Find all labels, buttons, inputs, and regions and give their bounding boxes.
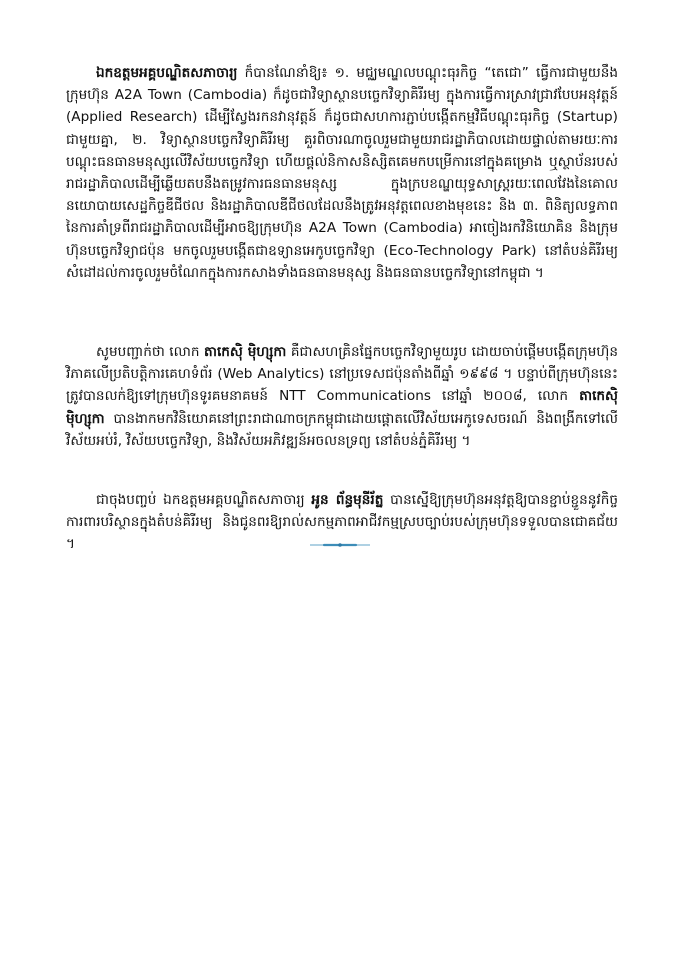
conclusion-intro: ជាចុងបញ្ចប់ ឯកឧត្តមអគ្គបណ្ឌិតសភាចារ្យ: [96, 492, 312, 508]
conclusion-text: បានស្នើឱ្យក្រុមហ៊ុនអនុវត្តឱ្យបានខ្ជាប់ខ្ជួននូវកិច្ចការពារបរិស្ថានក្នុងតំបន់គិរីរម្យ និងជូនពរឱ្យរាល់សកម្មភាពអាជីវកម្មស្របច្បាប់របស់ក្រុមហ៊ុនទទួលបានជោគជ័យ ។: [66, 492, 618, 553]
divider-dot: [338, 543, 342, 547]
paragraph-recommendations: [66, 62, 618, 284]
paragraph-background: [66, 341, 618, 452]
speaker-title: ឯកឧត្តមអគ្គបណ្ឌិតសភាចារ្យ: [96, 65, 238, 81]
person-name: តាកេស៊ិ ម៉ិហ្សុកា: [66, 388, 618, 427]
background-text-2: បានងាកមកវិនិយោគនៅព្រះរាជាណាចក្រកម្ពុជាដោយផ្តោតលើវិស័យអេកូទេសចរណ៍ និងពង្រីកទៅលើវិស័យអប់រំ, វិស័យបច្ចេកវិទ្យា, និងវិស័យអភិវឌ្ឍន៍អចលនទ្រព្យ នៅតំបន់ភ្នំគិរីរម្យ ។: [66, 410, 618, 449]
ornamental-divider: [310, 543, 370, 547]
background-intro: សូមបញ្ជាក់ថា លោក: [96, 344, 205, 360]
official-name: អូន ព័ន្ធមុនីរ័ត្ន: [311, 492, 384, 508]
recommendations-text: ក៏បានណែនាំឱ្យ៖ ១. មជ្ឈមណ្ឌលបណ្តុះធុរកិច្ច “តេជោ” ធ្វើការជាមួយនឹងក្រុមហ៊ុន A2A Town (Cambodia) ក៏ដូចជាវិទ្យាស្ថានបច្ចេកវិទ្យាគិរីរម្យ ក្នុងការធ្វើការស្រាវជ្រាវបែបអនុវត្តន៍ (Applied Research) ដើម្បីស្វែងរកនវានុវត្តន៍ ក៏ដូចជាសហការភ្ជាប់បង្កើតកម្មវិធីបណ្តុះធុរកិច្ច (Startup) ជាមួយគ្នា, ២. វិទ្យាស្ថានបច្ចេកវិទ្យាគិរីរម្យ គួរពិចារណាចូលរួមជាមួយរាជរដ្ឋាភិបាលដោយផ្ទាល់តាមរយៈការបណ្តុះធនធានមនុស្សលើវិស័យបច្ចេកវិទ្យា ហើយផ្តល់និកាសនិស្សិតគេមកបម្រើការនៅក្នុងគម្រោង ឬស្ថាប័នរបស់រាជរដ្ឋាភិបាលដើម្បីឆ្លើយតបនឹងតម្រូវការធនធានមនុស្ស ក្នុងក្របខណ្ឌយុទ្ធសាស្ត្ររយៈពេលវែងនៃគោលនយោបាយសេដ្ឋកិច្ចឌីជីថល និងរដ្ឋាភិបាលឌីជីថលដែលនឹងត្រូវអនុវត្តពេលខាងមុខនេះ និង ៣. ពិនិត្យលទ្ធភាពនៃការគាំទ្រពីរាជរដ្ឋាភិបាលដើម្បីអាចឱ្យក្រុមហ៊ុន A2A Town (Cambodia) អាចៀងរកវិនិយោគិន និងក្រុមហ៊ុនបច្ចេកវិទ្យាជប៉ុន មកចូលរួមបង្កើតជាឧទ្យានអេកូបច្ចេកវិទ្យា (Eco-Technology Park) នៅតំបន់គិរីរម្យ សំដៅដល់ការចូលរួមចំណែកក្នុងការកសាងទាំងធនធានមនុស្ស និងធនធានបច្ចេកវិទ្យានៅកម្ពុជា ។: [66, 65, 618, 281]
person-name: តាកេស៊ិ ម៉ិហ្សុកា: [204, 344, 287, 360]
background-text-1: គឺជាសហគ្រិនផ្នែកបច្ចេកវិទ្យាមួយរូប ដោយចាប់ផ្តើមបង្កើតក្រុមហ៊ុនវិភាគលើប្រតិបត្តិការគេហទំព័រ (Web Analytics) នៅប្រទេសជប៉ុនតាំងពីឆ្នាំ ១៩៩៨ ។ បន្ទាប់ពីក្រុមហ៊ុននេះត្រូវបានលក់ឱ្យទៅក្រុមហ៊ុនទូរគមនាគមន៍ NTT Communications នៅឆ្នាំ ២០០៨, លោក: [66, 344, 618, 405]
